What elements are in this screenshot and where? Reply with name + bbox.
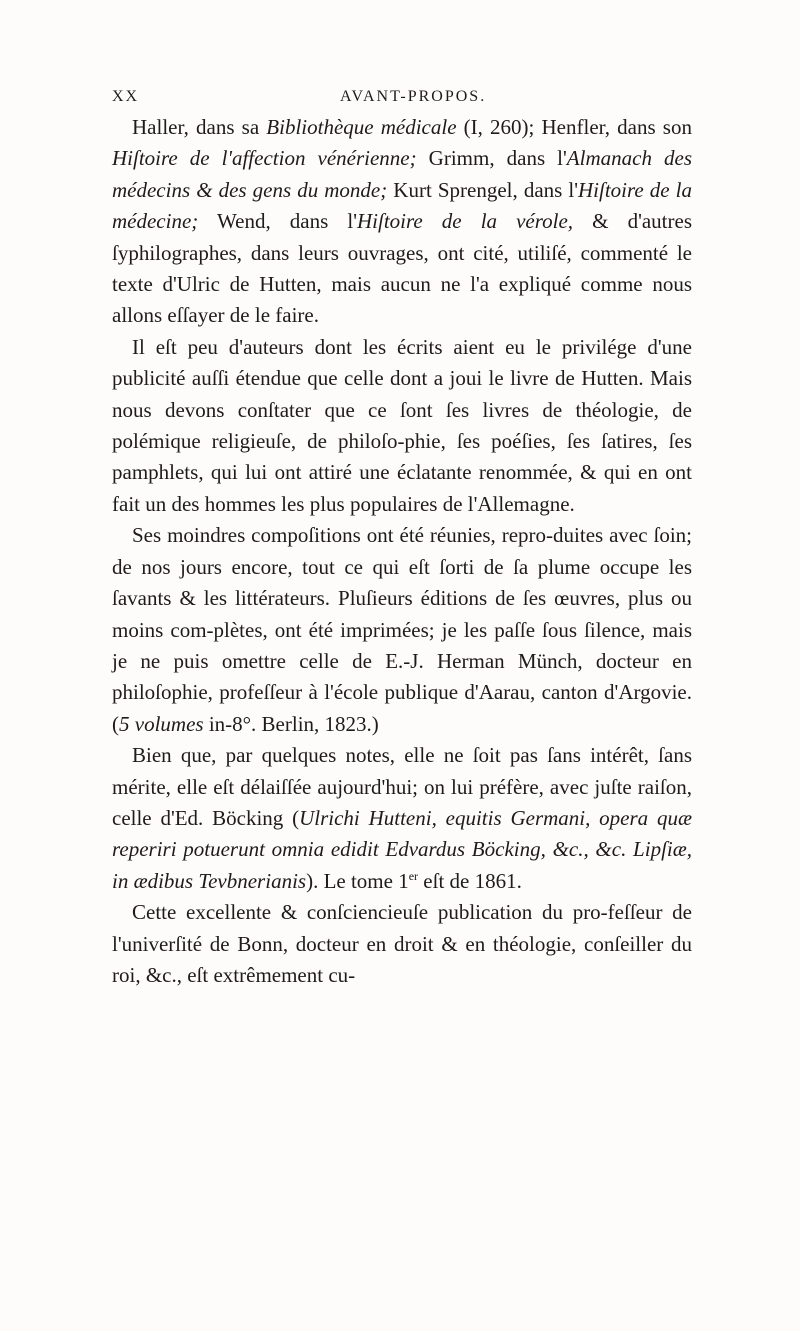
p3-italic-1: 5 volumes <box>119 711 204 736</box>
running-title: AVANT-PROPOS. <box>340 88 487 105</box>
paragraph-1 <box>112 112 692 332</box>
p4-text-1: Bien que, par quelques notes, elle ne ſoit pas ſans intérêt, ſans mérite, elle eſt délaiſſée aujourd'hui; on lui préfère, avec juſte raiſon, celle d'Ed. Böcking ( <box>112 743 692 830</box>
paragraph-2: Il eſt peu d'auteurs dont les écrits aient eu le privilége d'une publicité auſſi étendue que celle dont a joui le livre de Hutten. Mais nous devons conſtater que ce ſont ſes livres de théologie, de polémique religieuſe, de philoſo-phie, ſes poéſies, ſes ſatires, ſes pamphlets, qui lui ont attiré une éclatante renommée, & qui en ont fait un des hommes les plus populaires de l'Allemagne. <box>112 334 692 516</box>
body-text <box>112 112 692 991</box>
p1-text-5: Wend, dans l' <box>198 209 357 234</box>
paragraph-4 <box>112 740 692 897</box>
p1-text-2: (I, 260); Henfler, dans son <box>456 115 692 139</box>
p1-text-6: & d'autres ſyphilographes, dans leurs ouvrages, ont cité, utiliſé, commenté le texte d'Ulric de Hutten, mais aucun ne l'a expliqué comme nous allons eſſayer de le faire. <box>112 209 692 328</box>
p4-text-3: eſt de 1861. <box>418 868 522 893</box>
p4-text-2: ). Le tome 1 <box>306 868 409 893</box>
p3-text-2: in-8°. Berlin, 1823.) <box>203 711 379 736</box>
p3-text-1: Ses moindres compoſitions ont été réunies, repro-duites avec ſoin; de nos jours encore, tout ce qui eſt ſorti de ſa plume occupe les ſavants & les littérateurs. Pluſieurs éditions de ſes œuvres, plus ou moins com-plètes, ont été imprimées; je les paſſe ſous ſilence, mais je ne puis omettre celle de E.-J. Herman Münch, docteur en philoſophie, profeſſeur à l'école publique d'Aarau, canton d'Argovie. ( <box>112 523 692 736</box>
p1-text-3: Grimm, dans l' <box>416 146 567 171</box>
p1-text-4: Kurt Sprengel, dans l' <box>387 177 578 202</box>
p4-latin-title: Ulrichi Hutteni, equitis Germani, opera quæ reperiri potuerunt omnia edidit Edvardus Böcking, &c., &c. Lipſiæ, in ædibus Tevbnerianis <box>112 805 692 893</box>
p1-title-2: Hiſtoire de l'affection vénérienne; <box>112 146 417 171</box>
p1-title-4: Hiſtoire de la médecine; <box>112 177 692 234</box>
paragraph-5: Cette excellente & conſciencieuſe publication du pro-feſſeur de l'univerſité de Bonn, docteur en droit & en théologie, conſeiller du roi, &c., eſt extrêmement cu- <box>112 900 692 987</box>
page-number: XX <box>112 88 140 105</box>
p1-title-1: Bibliothèque médicale <box>266 115 457 139</box>
p1-text-1: Haller, dans sa <box>132 115 267 139</box>
paragraph-3 <box>112 520 692 740</box>
p4-superscript: er <box>408 868 419 883</box>
p1-title-5: Hiſtoire de la vérole, <box>356 209 574 234</box>
p1-title-3: Almanach des médecins & des gens du monde; <box>112 146 692 202</box>
page-header <box>112 88 692 112</box>
